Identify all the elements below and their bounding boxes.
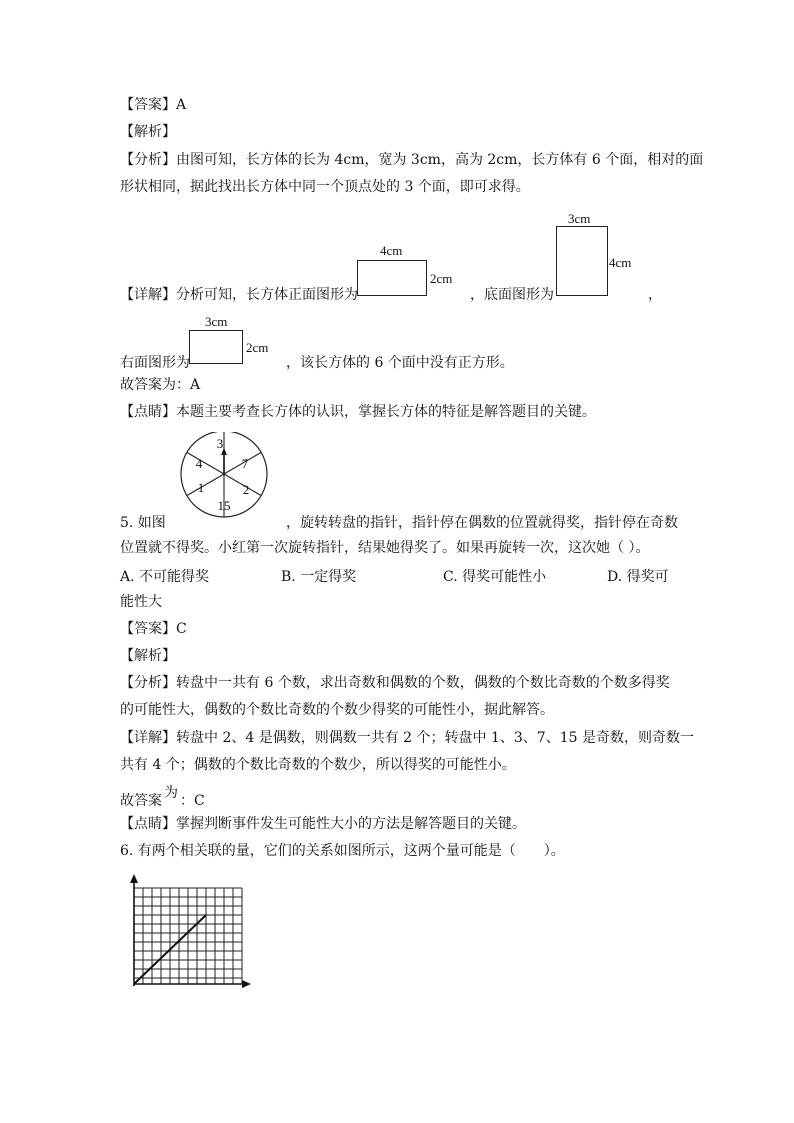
q4-detail-end: ， [648, 287, 662, 303]
front-face-rect [357, 260, 427, 296]
q5-detail-line1: 【详解】转盘中 2、4 是偶数，则偶数一共有 2 个；转盘中 1、3、7、15 是奇数，则奇数一 [120, 730, 694, 746]
spinner-divider [187, 474, 224, 496]
q6-graph [124, 872, 254, 994]
q4-fenxi-line1: 【分析】由图可知，长方体的长为 4cm，宽为 3cm，高为 2cm，长方体有 6 个面，相对的面 [120, 152, 704, 168]
q5-dianjing: 【点睛】掌握判断事件发生可能性大小的方法是解答题目的关键。 [120, 816, 526, 832]
q4-right-prefix: 右面图形为 [120, 355, 190, 371]
q5-option-a: A. 不可能得奖 [120, 569, 210, 585]
right-rect-side-label: 2cm [246, 340, 269, 355]
q5-fenxi-line2: 的可能性大，偶数的个数比奇数的个数少得奖的可能性小，据此解答。 [120, 702, 554, 718]
q4-jiexi: 【解析】 [120, 124, 176, 140]
q6-y-arrow [130, 874, 138, 883]
spinner-divider [187, 453, 224, 475]
q5-guda-b: 为 [164, 785, 178, 801]
bottom-rect-top-label: 3cm [568, 211, 591, 226]
bottom-face-rect [556, 226, 608, 296]
q5-jiexi: 【解析】 [120, 648, 176, 664]
q4-dianjing: 【点睛】本题主要考查长方体的认识，掌握长方体的特征是解答题目的关键。 [120, 404, 596, 420]
q4-guda: 故答案为：A [120, 377, 201, 393]
q6-x-arrow [242, 980, 251, 988]
q6-stem: 6. 有两个相关联的量，它们的关系如图所示，这两个量可能是（ ）。 [120, 843, 565, 859]
right-rect-top-label: 3cm [205, 314, 228, 329]
q5-guda-c: ：C [180, 793, 205, 809]
q5-option-d-cont: 能性大 [120, 594, 162, 610]
q5-fenxi-line1: 【分析】转盘中一共有 6 个数，求出奇数和偶数的个数，偶数的个数比奇数的个数多得奖 [120, 675, 670, 691]
q4-fenxi-line2: 形状相同，据此找出长方体中同一个顶点处的 3 个面，即可求得。 [120, 179, 530, 195]
spinner-number-4: 4 [195, 456, 203, 471]
q5-stem-line2: 位置就不得奖。小红第一次旋转指针，结果她得奖了。如果再旋转一次，这次她（ ）。 [120, 540, 650, 556]
spinner-number-7: 7 [241, 456, 249, 471]
bottom-rect-side-label: 4cm [609, 255, 632, 270]
spinner-number-15: 15 [217, 498, 231, 513]
spinner-number-3: 3 [216, 436, 224, 451]
q4-right-suffix: ，该长方体的 6 个面中没有正方形。 [286, 355, 514, 371]
spinner-figure [178, 432, 270, 518]
front-rect-side-label: 2cm [430, 271, 453, 286]
q4-answer: 【答案】A [120, 97, 187, 113]
spinner-number-2: 2 [242, 482, 250, 497]
q5-detail-line2: 共有 4 个；偶数的个数比奇数的个数少，所以得奖的可能性小。 [120, 757, 516, 773]
spinner-number-1: 1 [197, 480, 205, 495]
q5-stem-line1: ，旋转转盘的指针，指针停在偶数的位置就得奖，指针停在奇数 [286, 515, 678, 531]
q4-detail-mid: ，底面图形为 [470, 287, 554, 303]
q5-stem-prefix: 5. 如图 [120, 515, 166, 531]
q5-option-c: C. 得奖可能性小 [443, 569, 547, 585]
q5-guda-a: 故答案 [120, 793, 162, 809]
q4-detail-prefix: 【详解】分析可知，长方体正面图形为 [120, 287, 358, 303]
q5-option-b: B. 一定得奖 [281, 569, 357, 585]
q5-answer: 【答案】C [120, 621, 187, 637]
q5-option-d: D. 得奖可 [607, 569, 669, 585]
right-face-rect [189, 330, 243, 364]
front-rect-top-label: 4cm [380, 243, 403, 258]
